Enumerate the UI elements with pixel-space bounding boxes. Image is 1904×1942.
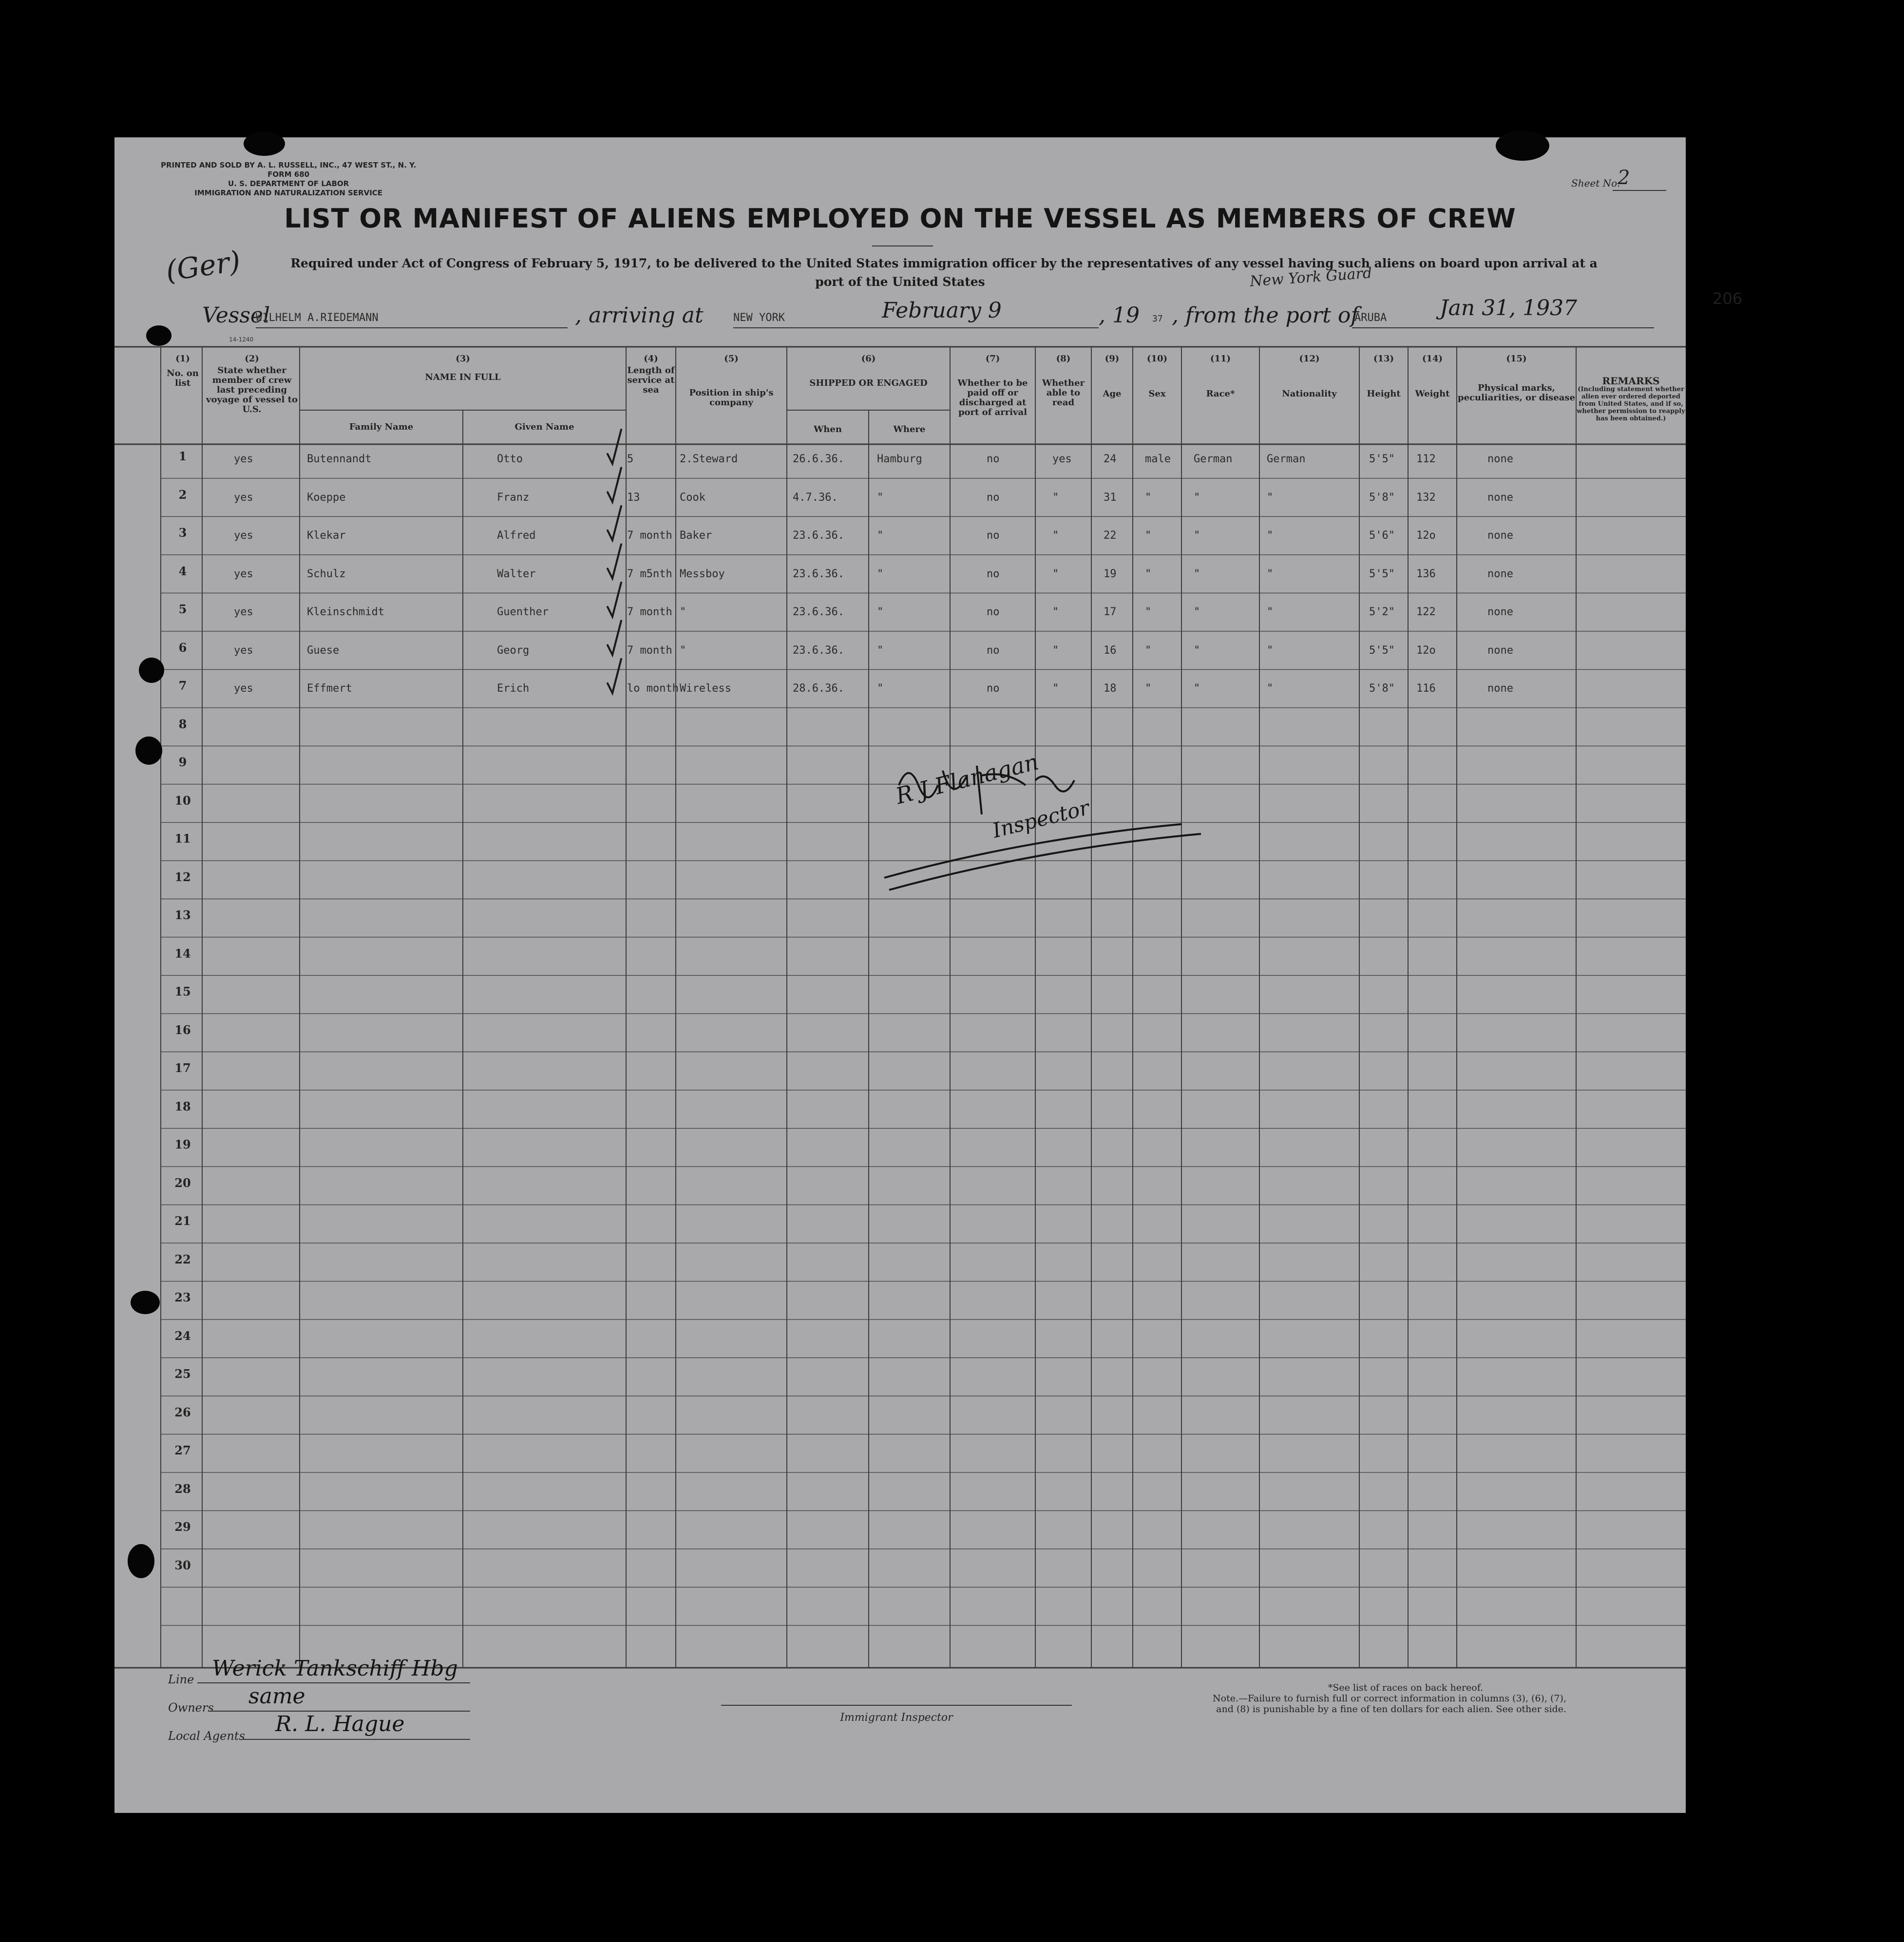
stamp-number: 206	[1713, 289, 1743, 308]
header-family-name: Family Name	[349, 422, 414, 432]
cell-sex: male	[1145, 453, 1171, 465]
row-number: 5	[178, 602, 187, 616]
row-number: 25	[174, 1367, 191, 1381]
row-number: 13	[174, 908, 191, 922]
header-col-12-label: Nationality	[1282, 389, 1337, 399]
cell-family: Klekar	[307, 529, 346, 542]
inspector-signature: R J Flanagan	[893, 748, 1041, 810]
cell-read: "	[1052, 644, 1059, 657]
line-value: Werick Tankschiff Hbg	[212, 1656, 458, 1681]
cell-age: 22	[1104, 529, 1117, 542]
header-col-11-label: Race*	[1206, 389, 1235, 399]
cell-marks: none	[1487, 491, 1513, 504]
immigrant-inspector-label: Immigrant Inspector	[840, 1712, 953, 1724]
cell-paid: no	[987, 682, 1000, 695]
cell-given: Alfred	[497, 529, 536, 542]
punch-hole	[146, 325, 171, 346]
requirement-line-2: port of the United States	[815, 275, 985, 289]
cell-given: Franz	[497, 491, 530, 504]
vessel-label: Vessel	[202, 303, 270, 328]
header-col-13-num: (13)	[1373, 354, 1394, 364]
cell-given: Erich	[497, 682, 530, 695]
header-col-9-num: (9)	[1104, 354, 1120, 364]
row-number: 29	[174, 1520, 191, 1534]
header-col-10-num: (10)	[1146, 354, 1168, 364]
cell-nat: "	[1267, 529, 1274, 542]
cell-sex: "	[1145, 491, 1152, 504]
row-number: 21	[174, 1214, 191, 1228]
cell-weight: 116	[1416, 682, 1436, 695]
row-number: 4	[178, 564, 187, 578]
cell-nat: "	[1267, 644, 1274, 657]
page-title: LIST OR MANIFEST OF ALIENS EMPLOYED ON THE VESSEL AS MEMBERS OF CREW	[284, 203, 1516, 234]
cell-when: 26.6.36.	[793, 453, 844, 465]
cell-where: "	[877, 567, 884, 580]
cell-age: 16	[1104, 644, 1117, 657]
header-col-5-num: (5)	[724, 354, 739, 364]
row-number: 6	[178, 640, 187, 655]
header-col-2-label: State whether member of crew last preceding voyage of vessel to U.S.	[206, 365, 298, 415]
cell-weight: 112	[1416, 453, 1436, 465]
cell-read: yes	[1052, 453, 1072, 465]
footnotes	[1186, 1682, 1566, 1715]
note-line-1: Note.—Failure to furnish full or correct information in columns (3), (6), (7),	[1213, 1693, 1566, 1704]
header-remarks-label: REMARKS	[1602, 375, 1660, 387]
cell-nat: "	[1267, 606, 1274, 618]
year-prefix: , 19	[1099, 303, 1140, 328]
cell-given: Walter	[497, 567, 536, 580]
cell-read: "	[1052, 529, 1059, 542]
cell-marks: none	[1487, 644, 1513, 657]
cell-prev: yes	[234, 453, 253, 465]
cell-paid: no	[987, 644, 1000, 657]
tape-mark	[244, 132, 285, 156]
cell-when: 4.7.36.	[793, 491, 838, 504]
manifest-sheet	[114, 137, 1743, 1813]
check-mark	[608, 430, 621, 464]
cell-position: 2.Steward	[680, 453, 738, 465]
arriving-label: , arriving at	[575, 303, 704, 328]
cell-weight: 12o	[1416, 644, 1436, 657]
year-suffix: 37	[1152, 314, 1163, 324]
row-number: 18	[174, 1099, 191, 1113]
header-col-1-label: No. on list	[167, 368, 199, 388]
line-underline	[197, 1682, 470, 1683]
cell-marks: none	[1487, 453, 1513, 465]
agents-underline	[241, 1739, 470, 1740]
cell-family: Butennandt	[307, 453, 372, 465]
header-when: When	[814, 424, 842, 434]
cell-marks: none	[1487, 529, 1513, 542]
row-number: 8	[178, 716, 187, 731]
header-col-3-num: (3)	[456, 354, 470, 364]
punch-hole	[135, 736, 162, 765]
departure-port: ARUBA	[1354, 312, 1387, 324]
cell-position: "	[680, 606, 686, 618]
cell-service: 5	[627, 453, 634, 465]
row-number: 26	[174, 1405, 191, 1419]
cell-weight: 132	[1416, 491, 1436, 504]
header-col-3-label: NAME IN FULL	[425, 372, 501, 382]
cell-age: 31	[1104, 491, 1117, 504]
inspector-signature-line	[721, 1705, 1072, 1706]
row-number: 22	[174, 1252, 191, 1266]
cell-where: "	[877, 606, 884, 618]
row-number: 20	[174, 1175, 191, 1190]
cell-sex: "	[1145, 682, 1152, 695]
check-mark	[608, 621, 621, 655]
cell-where: "	[877, 682, 884, 695]
cell-paid: no	[987, 567, 1000, 580]
handwritten-annotation: New York Guard	[1249, 264, 1373, 290]
header-col-15-num: (15)	[1506, 354, 1527, 364]
header-col-10-label: Sex	[1148, 389, 1166, 399]
cell-nat: "	[1267, 567, 1274, 580]
cell-read: "	[1052, 491, 1059, 504]
arriving-port: NEW YORK	[733, 312, 785, 324]
cell-race: "	[1194, 682, 1200, 695]
header-col-6-label: SHIPPED OR ENGAGED	[809, 378, 928, 388]
form-number: FORM 680	[267, 170, 310, 179]
cell-family: Schulz	[307, 567, 346, 580]
cell-height: 5'6"	[1369, 529, 1395, 542]
cell-race: "	[1194, 644, 1200, 657]
cell-prev: yes	[234, 682, 253, 695]
cell-race: "	[1194, 606, 1200, 618]
line-label: Line	[168, 1673, 194, 1686]
header-col-4-label: Length of service at sea	[627, 365, 675, 395]
row-number: 10	[174, 793, 191, 808]
local-agents-label: Local Agents	[168, 1729, 245, 1743]
inspector-title: Inspector	[990, 795, 1092, 843]
cell-where: "	[877, 644, 884, 657]
cell-position: Wireless	[680, 682, 731, 695]
cell-paid: no	[987, 453, 1000, 465]
cell-where: Hamburg	[877, 453, 922, 465]
cell-height: 5'5"	[1369, 453, 1395, 465]
cell-service: 13	[627, 491, 640, 504]
cell-age: 17	[1104, 606, 1117, 618]
cell-nat: "	[1267, 491, 1274, 504]
header-col-15-label: Physical marks, peculiarities, or disease	[1457, 383, 1576, 403]
row-number: 1	[178, 449, 187, 463]
department-name: U. S. DEPARTMENT OF LABOR	[228, 179, 349, 188]
row-number: 3	[178, 526, 187, 540]
cell-race: "	[1194, 567, 1200, 580]
row-number: 11	[174, 831, 191, 846]
punch-hole	[139, 658, 164, 683]
printer-line: PRINTED AND SOLD BY A. L. RUSSELL, INC., 47 WEST ST., N. Y.	[161, 161, 417, 170]
cell-nat: German	[1267, 453, 1306, 465]
from-label: , from the port of	[1172, 303, 1359, 328]
header-col-12-num: (12)	[1299, 354, 1320, 364]
cell-race: "	[1194, 491, 1200, 504]
header-where: Where	[893, 424, 926, 434]
cell-marks: none	[1487, 567, 1513, 580]
cell-when: 23.6.36.	[793, 529, 844, 542]
cell-prev: yes	[234, 529, 253, 542]
cell-family: Kleinschmidt	[307, 606, 384, 618]
cell-paid: no	[987, 529, 1000, 542]
row-number: 24	[174, 1328, 191, 1343]
cell-family: Effmert	[307, 682, 352, 695]
header-col-4-num: (4)	[644, 354, 658, 364]
header-col-8-label: Whether able to read	[1042, 378, 1085, 408]
cell-given: Guenther	[497, 606, 549, 618]
check-mark	[608, 468, 621, 502]
header-col-6-num: (6)	[861, 354, 876, 364]
header-col-11-num: (11)	[1210, 354, 1231, 364]
row-number: 28	[174, 1481, 191, 1496]
cell-weight: 136	[1416, 567, 1436, 580]
cell-sex: "	[1145, 644, 1152, 657]
cell-position: "	[680, 644, 686, 657]
cell-where: "	[877, 491, 884, 504]
cell-paid: no	[987, 491, 1000, 504]
cell-read: "	[1052, 682, 1059, 695]
header-col-8-num: (8)	[1056, 354, 1071, 364]
cell-sex: "	[1145, 606, 1152, 618]
row-number: 30	[174, 1558, 191, 1572]
check-mark	[608, 583, 621, 617]
header-col-9-label: Age	[1103, 389, 1122, 399]
cell-service: 7 month	[627, 606, 672, 618]
cell-read: "	[1052, 606, 1059, 618]
cell-age: 19	[1104, 567, 1117, 580]
cell-service: 7 m5nth	[627, 567, 672, 580]
cell-when: 23.6.36.	[793, 606, 844, 618]
header-col-5-label: Position in ship's company	[689, 388, 774, 408]
cell-position: Baker	[680, 529, 712, 542]
row-number: 2	[178, 487, 187, 502]
check-marks	[114, 137, 1686, 1813]
header-col-7-label: Whether to be paid off or discharged at port of arrival	[957, 378, 1028, 417]
cell-service: 7 month	[627, 644, 672, 657]
cell-height: 5'8"	[1369, 682, 1395, 695]
header-col-1-num: (1)	[175, 354, 190, 364]
service-name: IMMIGRATION AND NATURALIZATION SERVICE	[194, 189, 383, 197]
row-number: 15	[174, 984, 191, 999]
note-line-2: and (8) is punishable by a fine of ten dollars for each alien. See other side.	[1216, 1704, 1566, 1715]
cell-when: 28.6.36.	[793, 682, 844, 695]
cell-prev: yes	[234, 606, 253, 618]
tape-mark	[1496, 131, 1549, 161]
cell-given: Georg	[497, 644, 530, 657]
arrival-date: February 9	[882, 298, 1002, 323]
sheet-label: Sheet No.	[1571, 177, 1620, 189]
cell-prev: yes	[234, 567, 253, 580]
cell-family: Guese	[307, 644, 340, 657]
check-mark	[608, 545, 621, 579]
cell-paid: no	[987, 606, 1000, 618]
owners-label: Owners	[168, 1701, 214, 1715]
row-number: 27	[174, 1443, 191, 1457]
vessel-name: WILHELM A.RIEDEMANN	[256, 312, 379, 324]
punch-hole	[128, 1544, 154, 1578]
cell-sex: "	[1145, 529, 1152, 542]
departure-date: Jan 31, 1937	[1440, 296, 1578, 321]
cell-service: 7 month	[627, 529, 672, 542]
local-agents-value: R. L. Hague	[275, 1712, 405, 1736]
row-number: 16	[174, 1022, 191, 1037]
requirement-line-1: Required under Act of Congress of February 5, 1917, to be delivered to the United States immigration officer by the representatives of any vessel having such aliens on board upon arrival at a	[290, 256, 1598, 270]
form-code: 14-1240	[229, 336, 254, 343]
cell-when: 23.6.36.	[793, 644, 844, 657]
header-col-14-num: (14)	[1422, 354, 1443, 364]
check-mark	[608, 506, 621, 540]
header-col-7-num: (7)	[985, 354, 1000, 364]
header-col-13-label: Height	[1367, 389, 1401, 399]
cell-service: lo month	[627, 682, 679, 695]
row-number: 19	[174, 1137, 191, 1151]
cell-height: 5'2"	[1369, 606, 1395, 618]
header-remarks-note: (Including statement whether alien ever ordered deported from United States, and if so, whether permission to reapply has been obtained.)	[1577, 386, 1685, 422]
cell-position: Cook	[680, 491, 705, 504]
cell-race: German	[1194, 453, 1233, 465]
cell-sex: "	[1145, 567, 1152, 580]
row-number: 12	[174, 869, 191, 884]
cell-prev: yes	[234, 644, 253, 657]
cell-weight: 12o	[1416, 529, 1436, 542]
races-note: *See list of races on back hereof.	[1328, 1682, 1484, 1693]
header-given-name: Given Name	[514, 422, 574, 432]
cell-nat: "	[1267, 682, 1274, 695]
header-col-2-num: (2)	[245, 354, 259, 364]
cell-marks: none	[1487, 606, 1513, 618]
cell-height: 5'5"	[1369, 567, 1395, 580]
header-col-14-label: Weight	[1415, 389, 1450, 399]
cell-read: "	[1052, 567, 1059, 580]
row-number: 23	[174, 1290, 191, 1304]
cell-prev: yes	[234, 491, 253, 504]
cell-race: "	[1194, 529, 1200, 542]
cell-height: 5'8"	[1369, 491, 1395, 504]
cell-marks: none	[1487, 682, 1513, 695]
row-number: 9	[178, 755, 187, 769]
cell-where: "	[877, 529, 884, 542]
owners-value: same	[248, 1684, 305, 1709]
check-mark	[608, 659, 621, 693]
cell-weight: 122	[1416, 606, 1436, 618]
cell-family: Koeppe	[307, 491, 346, 504]
cell-given: Otto	[497, 453, 523, 465]
row-number: 7	[178, 679, 187, 693]
cell-when: 23.6.36.	[793, 567, 844, 580]
cell-position: Messboy	[680, 567, 725, 580]
cell-height: 5'5"	[1369, 644, 1395, 657]
row-number: 14	[174, 946, 191, 961]
cell-age: 18	[1104, 682, 1117, 695]
margin-note: (Ger)	[164, 244, 243, 288]
cell-age: 24	[1104, 453, 1117, 465]
sheet-number: 2	[1618, 167, 1630, 189]
row-number: 17	[174, 1061, 191, 1075]
punch-hole	[131, 1291, 160, 1314]
